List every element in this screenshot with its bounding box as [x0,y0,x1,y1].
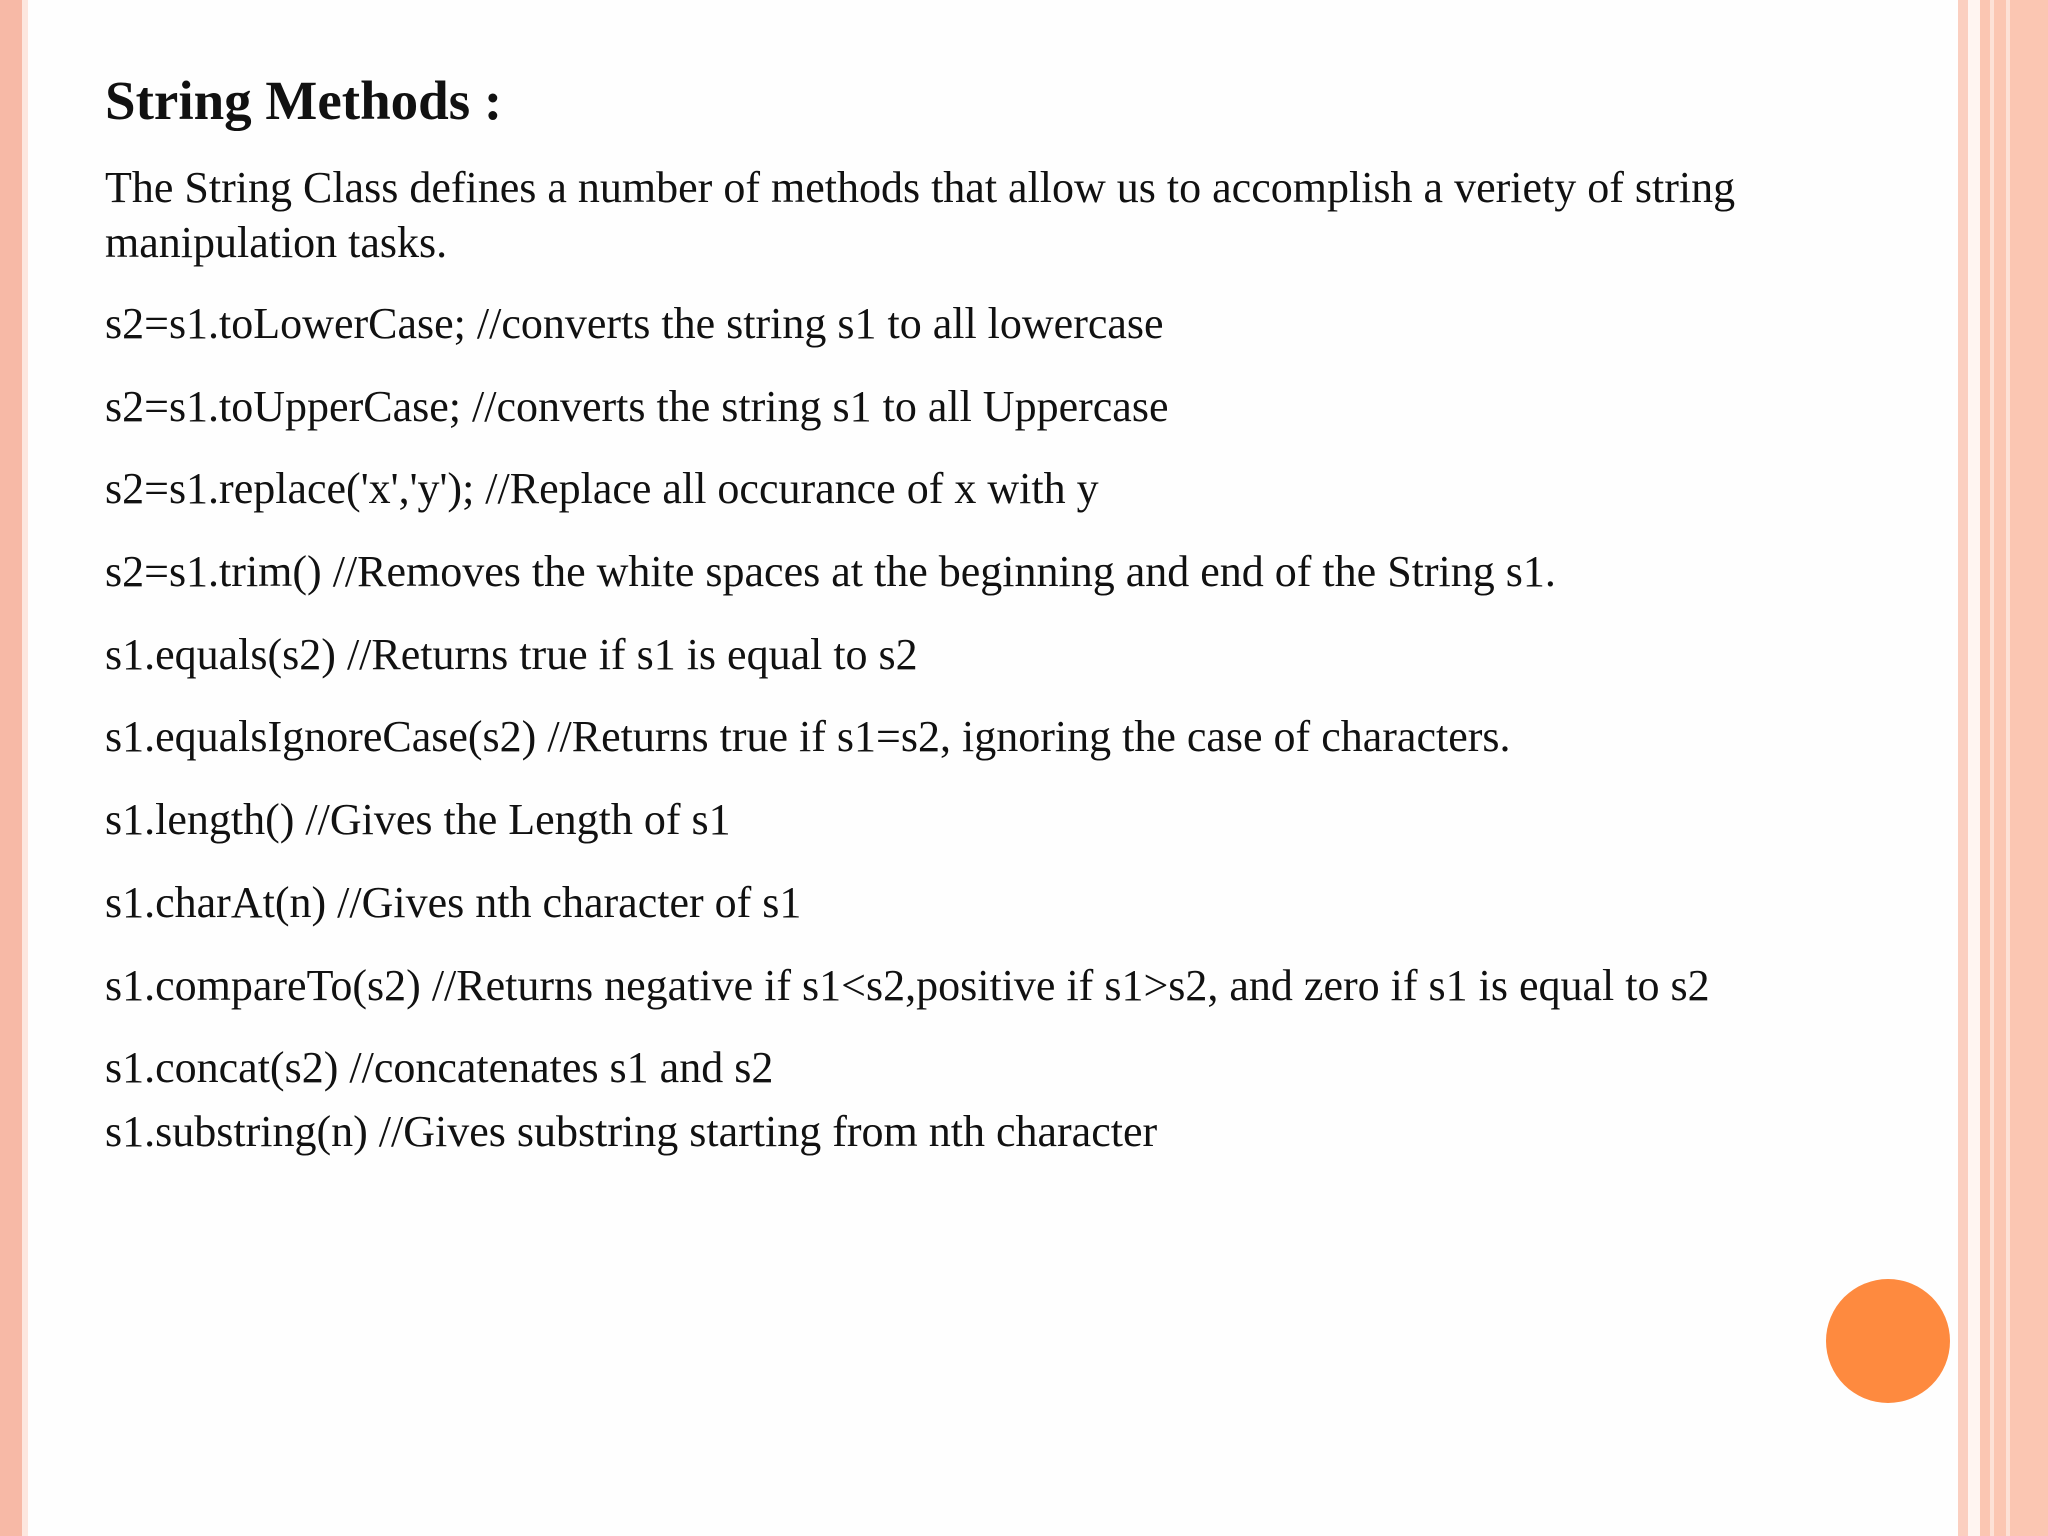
method-item: s1.equalsIgnoreCase(s2) //Returns true if s1=s2, ignoring the case of characters. [105,712,1511,762]
method-item: s1.charAt(n) //Gives nth character of s1 [105,877,802,927]
intro-paragraph: The String Class defines a number of methods that allow us to accomplish a veriety of string manipulation tasks. [105,163,1736,267]
method-item: s1.compareTo(s2) //Returns negative if s1<s2,positive if s1>s2, and zero if s1 is equal to s2 [105,960,1710,1010]
method-item: s2=s1.replace('x','y'); //Replace all occurance of x with y [105,464,1099,514]
method-item: s1.substring(n) //Gives substring starting from nth character [105,1107,1158,1157]
method-item: s2=s1.toUpperCase; //converts the string s1 to all Uppercase [105,381,1169,431]
method-item: s1.concat(s2) //concatenates s1 and s2 [105,1043,774,1093]
method-list [105,296,1710,1187]
right-decorative-stripe [1958,0,1968,1536]
orange-circle-decoration [1826,1279,1950,1403]
slide-title: String Methods : [105,70,503,131]
right-decorative-band [1980,0,2048,1536]
method-item: s2=s1.trim() //Removes the white spaces at the beginning and end of the String s1. [105,547,1556,597]
left-decorative-border [0,0,22,1536]
method-item: s2=s1.toLowerCase; //converts the string s1 to all lowercase [105,299,1164,348]
method-item: s1.length() //Gives the Length of s1 [105,795,731,845]
method-item: s1.equals(s2) //Returns true if s1 is equal to s2 [105,629,918,679]
right-stripe-gap [1968,0,1980,1536]
